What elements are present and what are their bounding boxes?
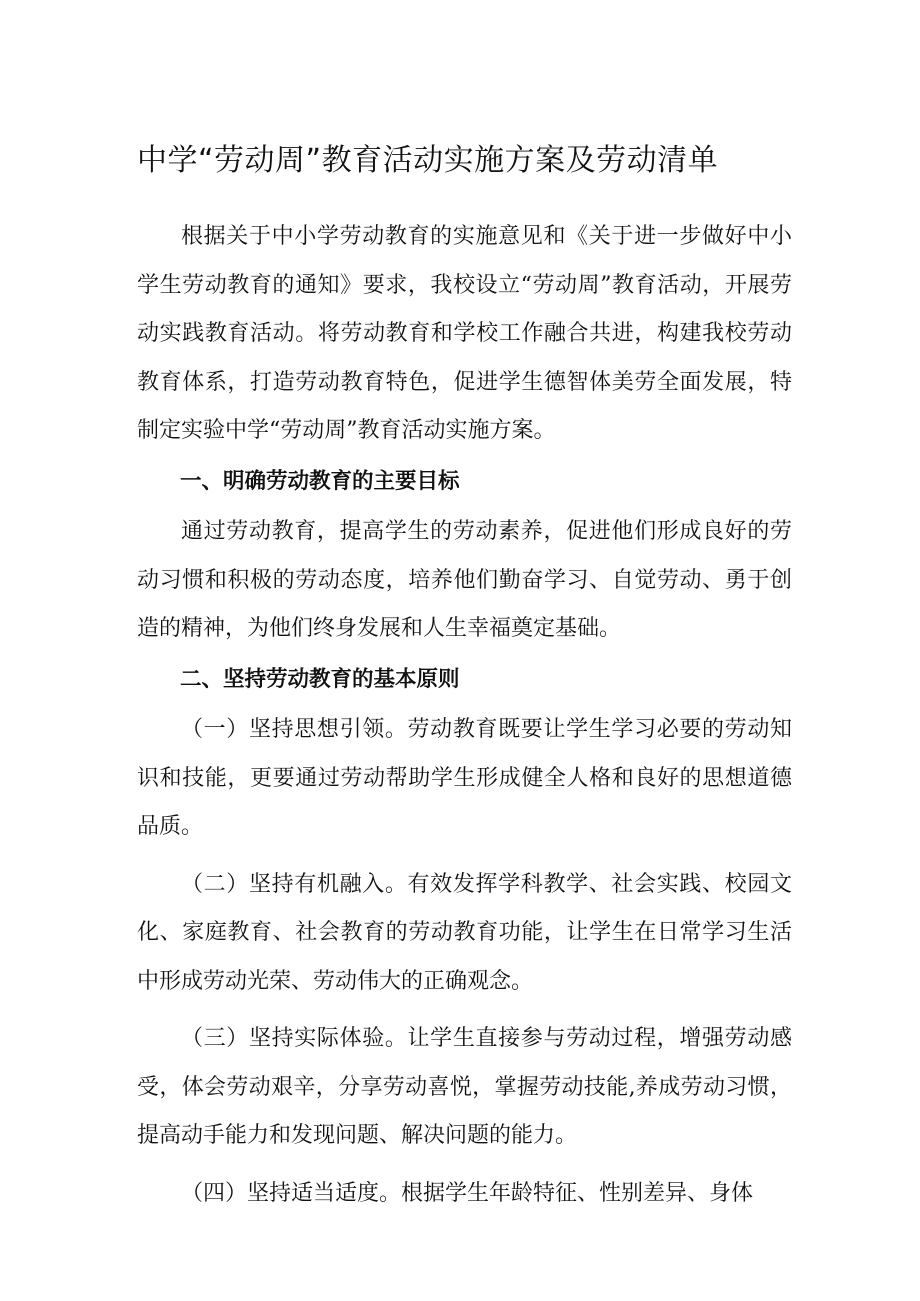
principle-item: （一）坚持思想引领。劳动教育既要让学生学习必要的劳动知识和技能，更要通过劳动帮助学生形成健全人格和良好的思想道德品质。 <box>137 717 792 839</box>
goals-paragraph: 通过劳动教育，提高学生的劳动素养，促进他们形成良好的劳动习惯和积极的劳动态度，培养他们勤奋学习、自觉劳动、勇于创造的精神，为他们终身发展和人生幸福奠定基础。 <box>137 519 792 641</box>
section-heading-principles: 二、坚持劳动教育的基本原则 <box>180 666 460 692</box>
principle-item: （四）坚持适当适度。根据学生年龄特征、性别差异、身体 <box>181 1180 754 1206</box>
principle-item: （二）坚持有机融入。有效发挥学科教学、社会实践、校园文化、家庭教育、社会教育的劳动教育功能，让学生在日常学习生活中形成劳动光荣、劳动伟大的正确观念。 <box>137 871 792 994</box>
document-title: 中学“劳动周”教育活动实施方案及劳动清单 <box>137 143 719 178</box>
section-heading-goals: 一、明确劳动教育的主要目标 <box>180 468 460 494</box>
document-body <box>137 213 792 1218</box>
principle-item: （三）坚持实际体验。让学生直接参与劳动过程，增强劳动感受，体会劳动艰辛，分享劳动喜悦，掌握劳动技能,养成劳动习惯，提高动手能力和发现问题、解决问题的能力。 <box>137 1026 792 1148</box>
intro-paragraph: 根据关于中小学劳动教育的实施意见和《关于进一步做好中小学生劳动教育的通知》要求，我校设立“劳动周”教育活动，开展劳动实践教育活动。将劳动教育和学校工作融合共进，构建我校劳动教育体系，打造劳动教育特色，促进学生德智体美劳全面发展，特制定实验中学“劳动周”教育活动实施方案。 <box>137 224 792 443</box>
